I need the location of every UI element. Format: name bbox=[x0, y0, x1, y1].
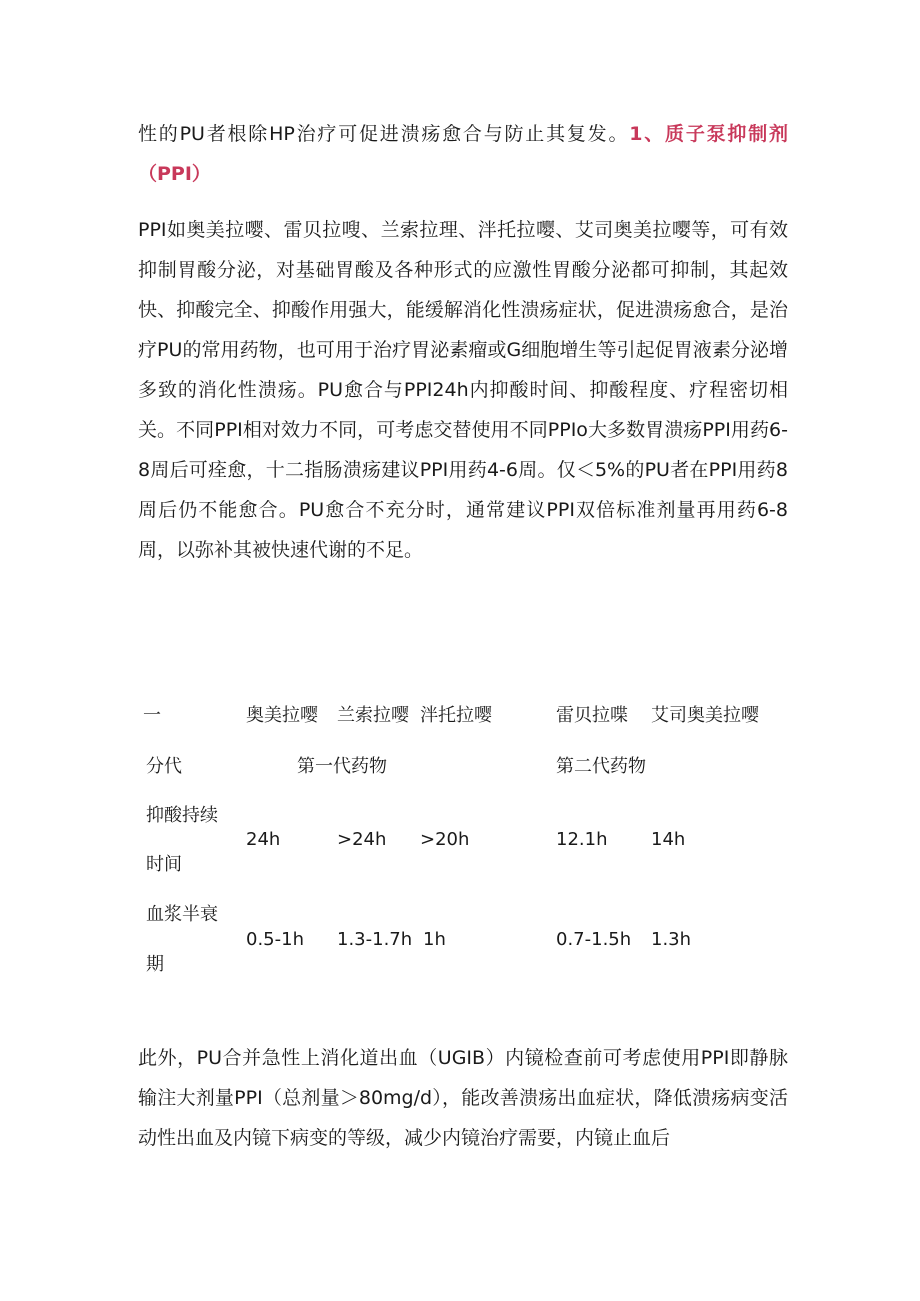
table-row-label-generation: 分代 bbox=[146, 756, 182, 777]
table-cell-halflife-pantoprazole: 1h bbox=[423, 929, 446, 950]
table-cell-halflife-lansoprazole: 1.3-1.7h bbox=[337, 929, 413, 950]
table-cell-duration-lansoprazole: >24h bbox=[337, 829, 387, 850]
table-header-dash: 一 bbox=[143, 705, 161, 726]
ppi-description-paragraph: PPI如奥美拉嘤、雷贝拉嗖、兰索拉理、泮托拉嘤、艾司奥美拉嘤等，可有效抑制胃酸分泌，对基础胃酸及各种形式的应激性胃酸分泌都可抑制，其起效快、抑酸完全、抑酸作用强大，能缓解消化性溃疡症状，促进溃疡愈合，是治疗PU的常用药物，也可用于治疗胃泌素瘤或G细胞增生等引起促胃液素分泌增多致的消化性溃疡。PU愈合与PPI24h内抑酸时间、抑酸程度、疗程密切相关。不同PPI相对效力不同，可考虑交替使用不同PPIo大多数胃溃疡PPI用药6-8周后可痊愈，十二指肠溃疡建议PPI用药4-6周。仅＜5%的PU者在PPI用药8周后仍不能愈合。PU愈合不充分时，通常建议PPI双倍标准剂量再用药6-8周，以弥补其被快速代谢的不足。 bbox=[138, 219, 788, 561]
table-row-label-duration-line2: 时间 bbox=[146, 854, 182, 875]
section-heading: 1、质子泵抑制剂（PPI） bbox=[138, 123, 788, 185]
ugib-paragraph: 此外，PU合并急性上消化道出血（UGIB）内镜检查前可考虑使用PPI即静脉输注大剂量PPI（总剂量＞80mg∕d），能改善溃疡出血症状，降低溃疡病变活动性出血及内镜下病变的等级，减少内镜治疗需要，内镜止血后 bbox=[138, 1047, 788, 1149]
table-cell-duration-omeprazole: 24h bbox=[246, 829, 281, 850]
table-header-rabeprazole: 雷贝拉喋 bbox=[556, 705, 628, 726]
table-header-omeprazole: 奥美拉嘤 bbox=[246, 705, 318, 726]
table-row-label-duration-line1: 抑酸持续 bbox=[146, 805, 218, 826]
table-cell-halflife-omeprazole: 0.5-1h bbox=[246, 929, 304, 950]
table-cell-halflife-rabeprazole: 0.7-1.5h bbox=[556, 929, 632, 950]
table-header-lansoprazole: 兰索拉嘤 bbox=[337, 705, 409, 726]
table-cell-duration-esomeprazole: 14h bbox=[651, 829, 686, 850]
table-row-label-halflife-line2: 期 bbox=[146, 954, 164, 975]
table-cell-second-generation: 第二代药物 bbox=[556, 756, 646, 777]
table-cell-halflife-esomeprazole: 1.3h bbox=[651, 929, 692, 950]
table-cell-duration-pantoprazole: >20h bbox=[420, 829, 470, 850]
table-cell-duration-rabeprazole: 12.1h bbox=[556, 829, 608, 850]
intro-text: 性的PU者根除HP治疗可促进溃疡愈合与防止其复发。 bbox=[138, 123, 630, 145]
table-row-label-halflife-line1: 血浆半衰 bbox=[146, 904, 218, 925]
table-header-esomeprazole: 艾司奥美拉嘤 bbox=[651, 705, 759, 726]
table-header-pantoprazole: 泮托拉嘤 bbox=[420, 705, 492, 726]
table-cell-first-generation: 第一代药物 bbox=[297, 756, 387, 777]
